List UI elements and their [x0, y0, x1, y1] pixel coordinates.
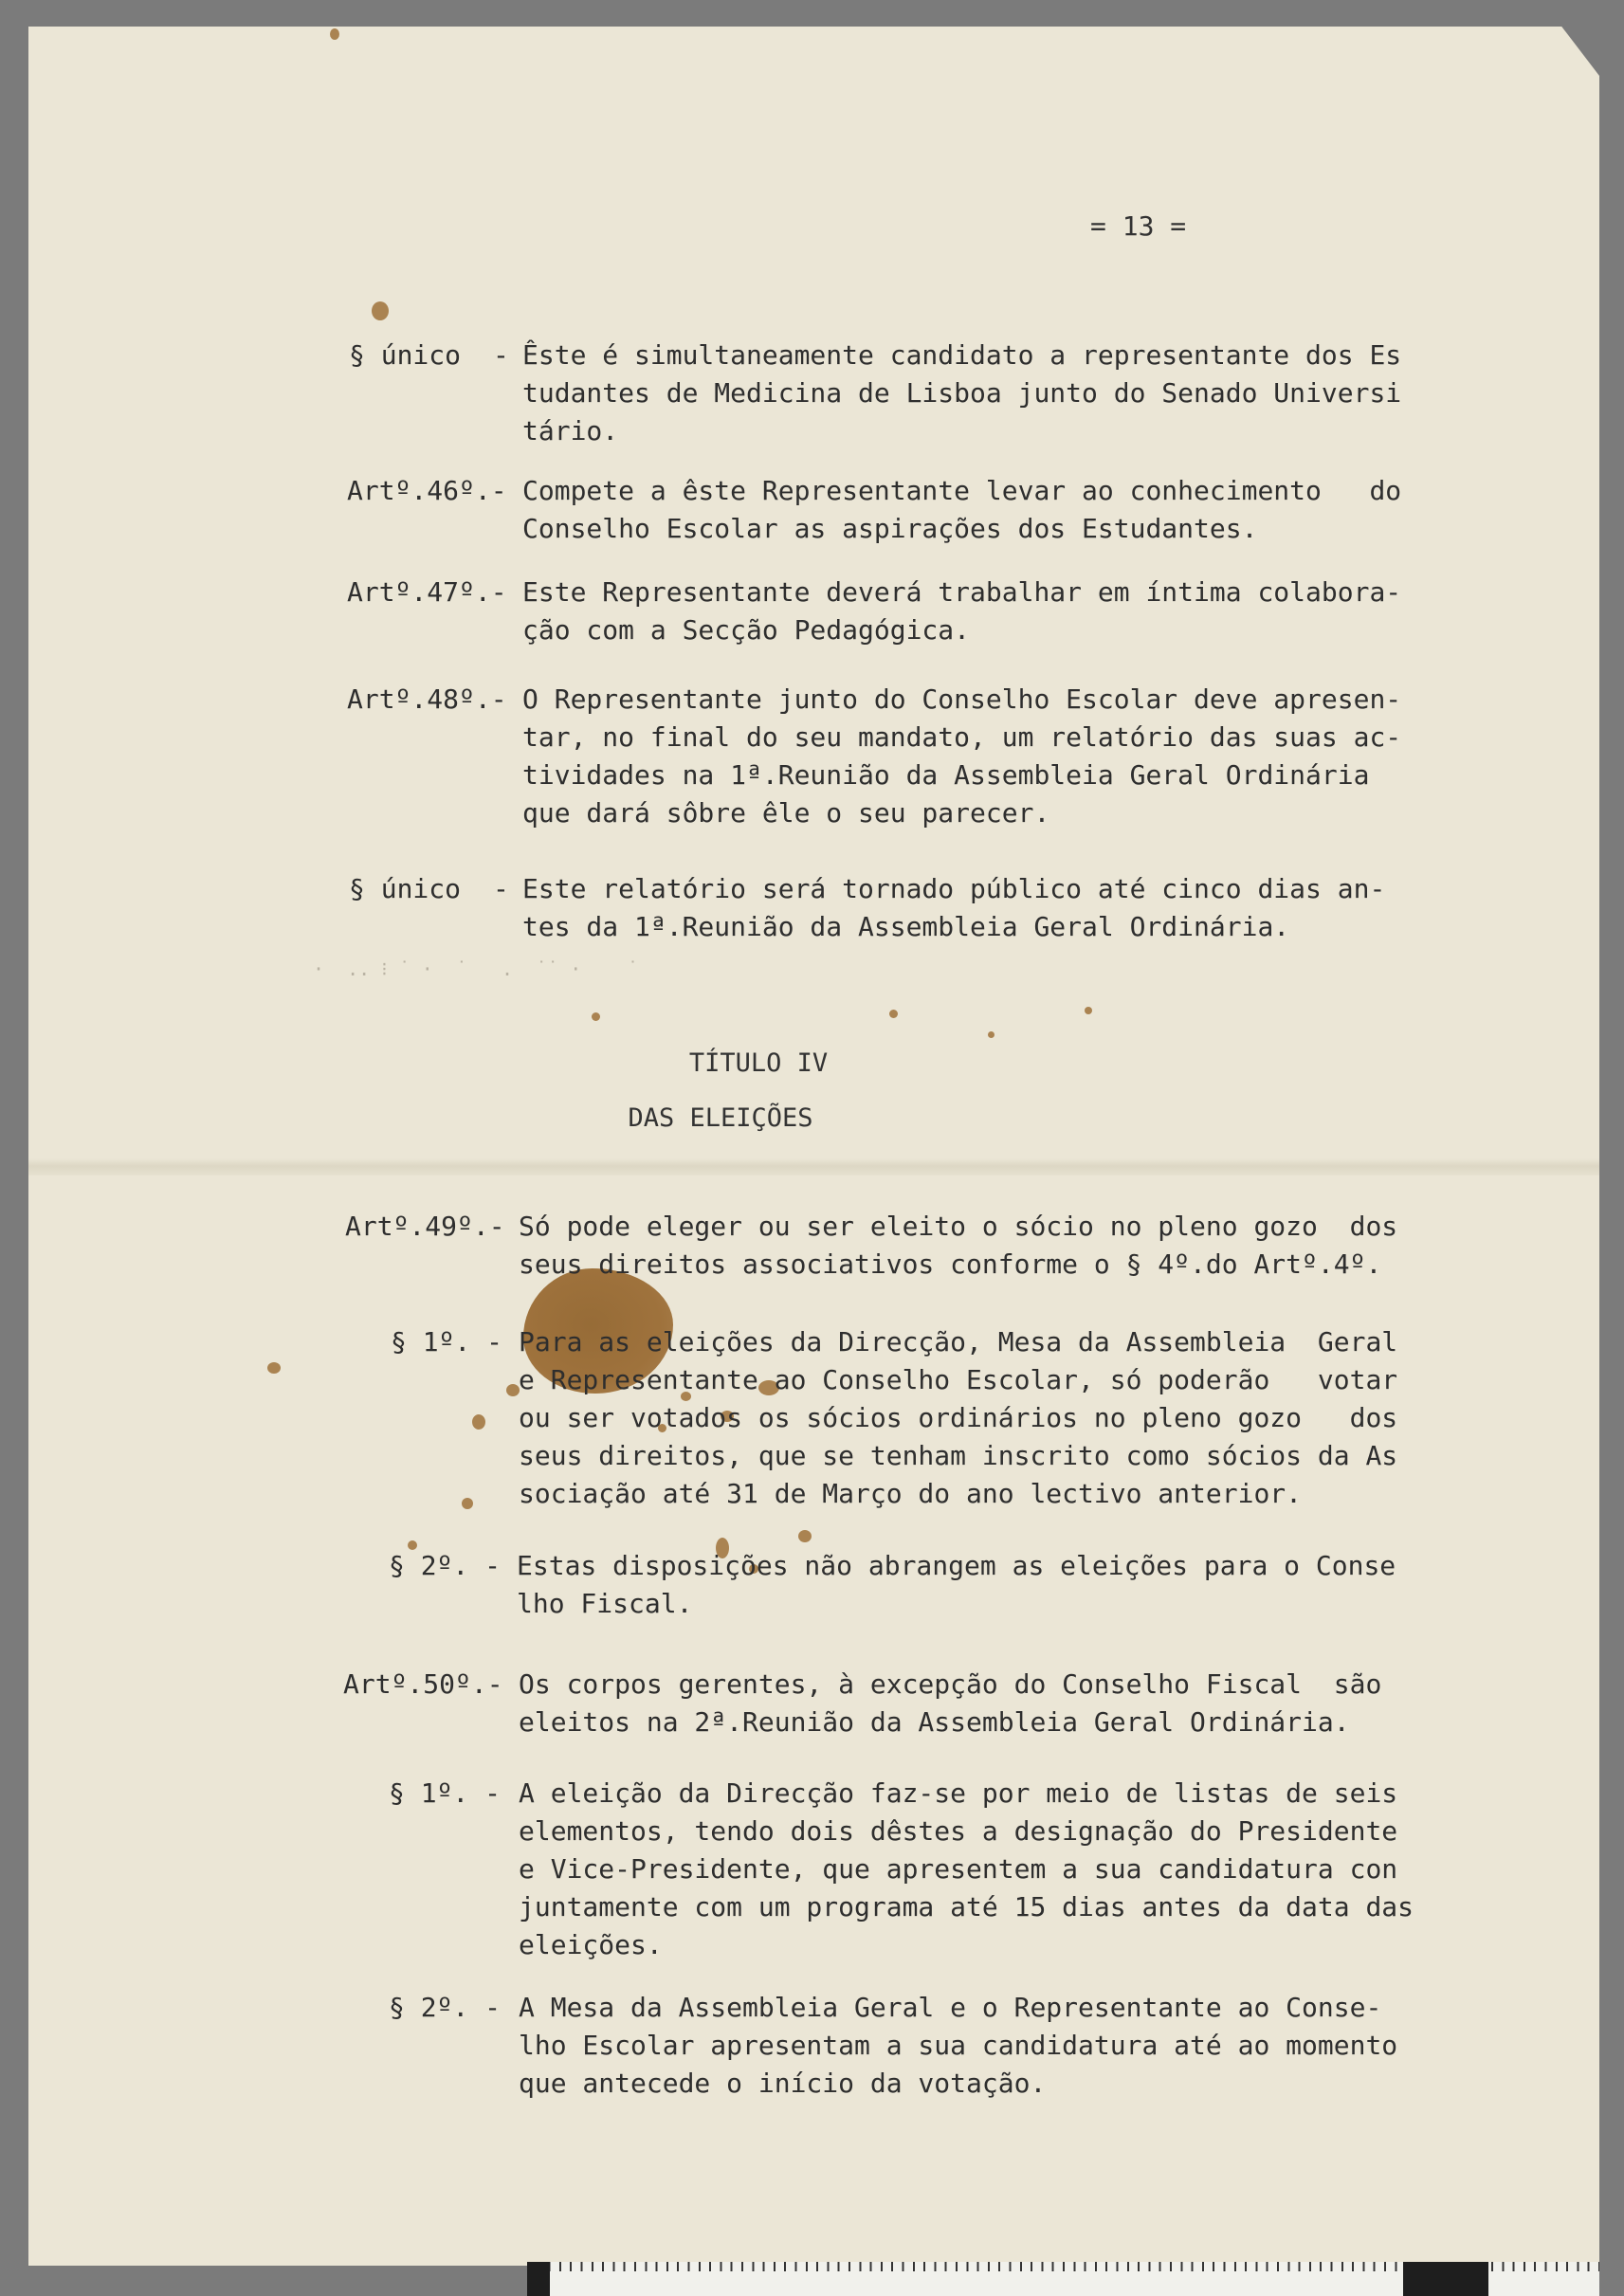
label-dash: - [493, 873, 509, 904]
text-line: lho Fiscal. [517, 1588, 693, 1619]
ruler-segment [527, 2262, 550, 2296]
text-line: tudantes de Medicina de Lisboa junto do Senado Universi [522, 377, 1402, 409]
text-line: elementos, tendo dois dêstes a designação do Presidente [519, 1815, 1398, 1847]
stain-spot [592, 1012, 600, 1021]
stain-spot [798, 1530, 812, 1542]
text-line: que dará sôbre êle o seu parecer. [522, 797, 1050, 829]
text-line: eleitos na 2ª.Reunião da Assembleia Geral Ordinária. [519, 1706, 1350, 1738]
text-line: Este Representante deverá trabalhar em íntima colabora- [522, 576, 1402, 608]
article-label: Artº.47º.- [347, 576, 507, 608]
text-line: tário. [522, 415, 619, 446]
text-line: Êste é simultaneamente candidato a representante dos Es [522, 339, 1402, 371]
stain-spot [330, 28, 339, 40]
section-title: TÍTULO IV [688, 1048, 829, 1078]
text-line: Os corpos gerentes, à excepção do Conselho Fiscal são [519, 1668, 1382, 1700]
text-line: tar, no final do seu mandato, um relatório das suas ac- [522, 721, 1402, 753]
paragraph-label: § 1º. - [389, 1777, 502, 1809]
text-line: tividades na 1ª.Reunião da Assembleia Geral Ordinária [522, 759, 1370, 791]
text-line: O Representante junto do Conselho Escolar deve apresen- [522, 683, 1402, 715]
text-line: Para as eleições da Direcção, Mesa da Assembleia Geral [519, 1326, 1398, 1358]
text-line: Conselho Escolar as aspirações dos Estudantes. [522, 513, 1258, 544]
article-label: Artº.46º.- [347, 475, 507, 506]
text-line: Este relatório será tornado público até cinco dias an- [522, 873, 1386, 904]
article-label: Artº.49º.- [345, 1211, 505, 1242]
text-line: eleições. [519, 1929, 663, 1960]
text-line: seus direitos associativos conforme o § 4º.do Artº.4º. [519, 1248, 1382, 1280]
section-subtitle: DAS ELEIÇÕES [628, 1103, 813, 1133]
text-line: seus direitos, que se tenham inscrito como sócios da As [519, 1440, 1398, 1471]
stain-spot [506, 1384, 520, 1396]
paper-fold [28, 1158, 1599, 1175]
stain-spot [1085, 1007, 1092, 1014]
text-line: ção com a Secção Pedagógica. [522, 614, 971, 646]
text-line: juntamente com um programa até 15 dias antes da data das [519, 1891, 1414, 1922]
text-line: A Mesa da Assembleia Geral e o Representante ao Conse- [519, 1992, 1382, 2023]
text-line: e Vice-Presidente, que apresentem a sua candidatura con [519, 1853, 1398, 1885]
paragraph-label: § único [349, 873, 462, 904]
stain-spot [267, 1362, 281, 1374]
stain-spot [889, 1010, 898, 1018]
paragraph-label: § 2º. - [389, 1992, 502, 2023]
stain-spot [462, 1498, 473, 1509]
text-line: tes da 1ª.Reunião da Assembleia Geral Ordinária. [522, 911, 1290, 942]
text-line: ou ser votados os sócios ordinários no pleno gozo dos [519, 1402, 1398, 1433]
text-line: e Representante ao Conselho Escolar, só poderão votar [519, 1364, 1398, 1395]
label-dash: - [493, 339, 509, 371]
ruler-segment [1403, 2262, 1488, 2296]
article-label: Artº.50º.- [343, 1668, 503, 1700]
paragraph-label: § único [349, 339, 462, 371]
text-line: A eleição da Direcção faz-se por meio de listas de seis [519, 1777, 1398, 1809]
stain-spot [988, 1031, 994, 1038]
show-through-marks: · .. ⁝ ˙ · ˙ . ˙˙ · ˙ [313, 957, 639, 980]
stain-spot [472, 1414, 485, 1430]
text-line: lho Escolar apresentam a sua candidatura até ao momento [519, 2030, 1398, 2061]
text-line: sociação até 31 de Março do ano lectivo anterior. [519, 1478, 1303, 1509]
paragraph-label: § 2º. - [389, 1550, 502, 1581]
article-label: Artº.48º.- [347, 683, 507, 715]
page-number: = 13 = [1090, 210, 1187, 242]
text-line: Compete a êste Representante levar ao conhecimento do [522, 475, 1402, 506]
stain-spot [372, 301, 389, 320]
text-line: que antecede o início da votação. [519, 2068, 1047, 2099]
text-line: Estas disposições não abrangem as eleições para o Conse [517, 1550, 1396, 1581]
text-line: Só pode eleger ou ser eleito o sócio no pleno gozo dos [519, 1211, 1398, 1242]
paragraph-label: § 1º. - [391, 1326, 503, 1358]
